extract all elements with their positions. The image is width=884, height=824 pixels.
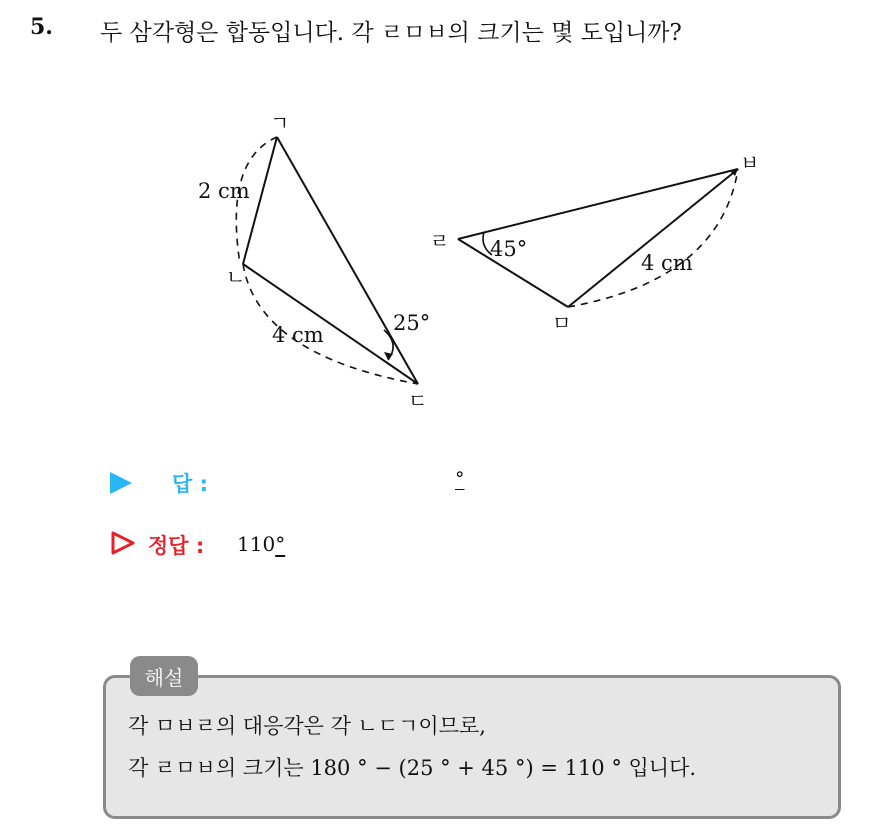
correct-label: 정답 : bbox=[148, 534, 205, 558]
explanation-line-2: 각 ㄹㅁㅂ의 크기는 180 ° − (25 ° + 45 °) = 110 ° 입니다. bbox=[128, 756, 697, 780]
explanation-box bbox=[103, 675, 841, 819]
left-triangle bbox=[198, 111, 430, 413]
angle-label-25: 25° bbox=[393, 311, 431, 335]
explanation-line-1: 각 ㅁㅂㄹ의 대응각은 각 ㄴㄷㄱ이므로, bbox=[128, 714, 486, 738]
question-text: 두 삼각형은 합동입니다. 각 ㄹㅁㅂ의 크기는 몇 도입니까? bbox=[100, 20, 682, 46]
answer-blank[interactable]: ° bbox=[455, 468, 465, 490]
answer-label: 답 : bbox=[172, 472, 208, 496]
vertex-label-giyeok: ㄱ bbox=[270, 111, 290, 135]
vertex-label-digeut: ㄷ bbox=[408, 389, 428, 413]
vertex-label-rieul: ㄹ bbox=[430, 229, 450, 253]
correct-value: 110° bbox=[237, 532, 286, 556]
right-triangle bbox=[430, 151, 759, 335]
angle-label-45: 45° bbox=[490, 237, 528, 261]
question-number: 5. bbox=[30, 14, 53, 40]
side-label-2cm: 2 cm bbox=[198, 179, 250, 203]
vertex-label-bieup: ㅂ bbox=[740, 151, 760, 175]
explanation-tab: 해설 bbox=[130, 656, 198, 696]
side-label-4cm-left: 4 cm bbox=[272, 323, 324, 347]
vertex-label-nieun: ㄴ bbox=[226, 265, 246, 289]
play-arrow-icon bbox=[110, 472, 132, 494]
correct-unit: ° bbox=[275, 532, 286, 556]
vertex-label-mieum: ㅁ bbox=[552, 311, 572, 335]
side-label-4cm-right: 4 cm bbox=[641, 251, 693, 275]
outline-arrow-icon bbox=[110, 530, 136, 556]
